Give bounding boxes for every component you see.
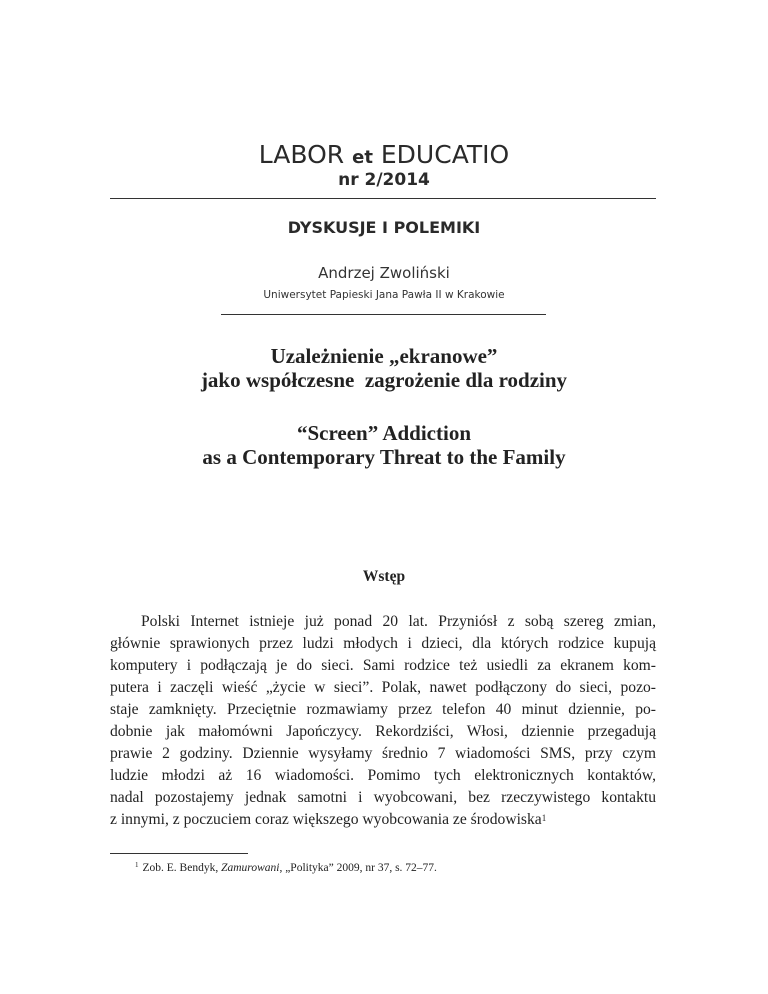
body-line-last-text: z innymi, z poczuciem coraz większego wyobcowania ze środowiska [110, 811, 542, 828]
title-pl-line-2: jako współczesne zagrożenie dla rodziny [200, 368, 568, 392]
footnote-marker: 1 [135, 861, 139, 869]
journal-title [0, 140, 768, 169]
body-paragraph [110, 611, 656, 831]
issue-number: nr 2/2014 [338, 170, 430, 190]
header-divider [110, 198, 656, 199]
footnote-cited-title: Zamurowani [221, 862, 280, 874]
footnote [135, 862, 437, 874]
journal-name-part1: LABOR [258, 140, 345, 169]
body-line: prawie 2 godziny. Dziennie wysyłamy średnio 7 wiadomości SMS, przy czym [110, 745, 656, 762]
footnote-reference[interactable]: 1 [541, 813, 547, 823]
body-line: Polski Internet istnieje już ponad 20 lat. Przyniósł z sobą szereg zmian, [141, 613, 656, 630]
body-line: dobnie jak małomówni Japończycy. Rekordziści, Włosi, dziennie przegadują [110, 723, 656, 740]
title-en-line-1: “Screen” Addiction [296, 421, 472, 445]
journal-name-part2: EDUCATIO [380, 140, 510, 169]
author-name: Andrzej Zwoliński [318, 264, 450, 282]
article-title-english [0, 421, 768, 469]
section-heading: DYSKUSJE I POLEMIKI [287, 218, 481, 237]
journal-name-connector: et [352, 147, 373, 168]
footnote-divider [110, 853, 248, 854]
body-line-last [110, 809, 656, 831]
body-line: ludzie młodzi aż 16 wiadomości. Pomimo tych elektronicznych kontaktów, [110, 767, 656, 784]
footnote-prefix: Zob. E. Bendyk, [142, 862, 222, 874]
author-affiliation: Uniwersytet Papieski Jana Pawła II w Krakowie [263, 289, 505, 301]
title-pl-line-1: Uzależnienie „ekranowe” [270, 344, 498, 368]
intro-heading: Wstęp [362, 568, 406, 585]
title-en-line-2: as a Contemporary Threat to the Family [202, 445, 566, 469]
body-line: nadal pozostajemy jednak samotni i wyobcowani, bez rzeczywistego kontaktu [110, 789, 656, 806]
author-divider [221, 314, 546, 315]
body-line: staje zamknięty. Przeciętnie rozmawiamy przez telefon 40 minut dziennie, po- [110, 701, 656, 718]
body-line: putera i zaczęli wieść „życie w sieci”. Polak, nawet podłączony do sieci, pozo- [110, 679, 656, 696]
article-title-polish [0, 344, 768, 392]
body-line: głównie sprawionych przez ludzi młodych i dzieci, dla których rodzice kupują [110, 635, 656, 652]
body-line: komputery i podłączają je do sieci. Sami rodzice też usiedli za ekranem kom- [110, 657, 656, 674]
footnote-suffix: , „Polityka” 2009, nr 37, s. 72–77. [279, 862, 437, 874]
